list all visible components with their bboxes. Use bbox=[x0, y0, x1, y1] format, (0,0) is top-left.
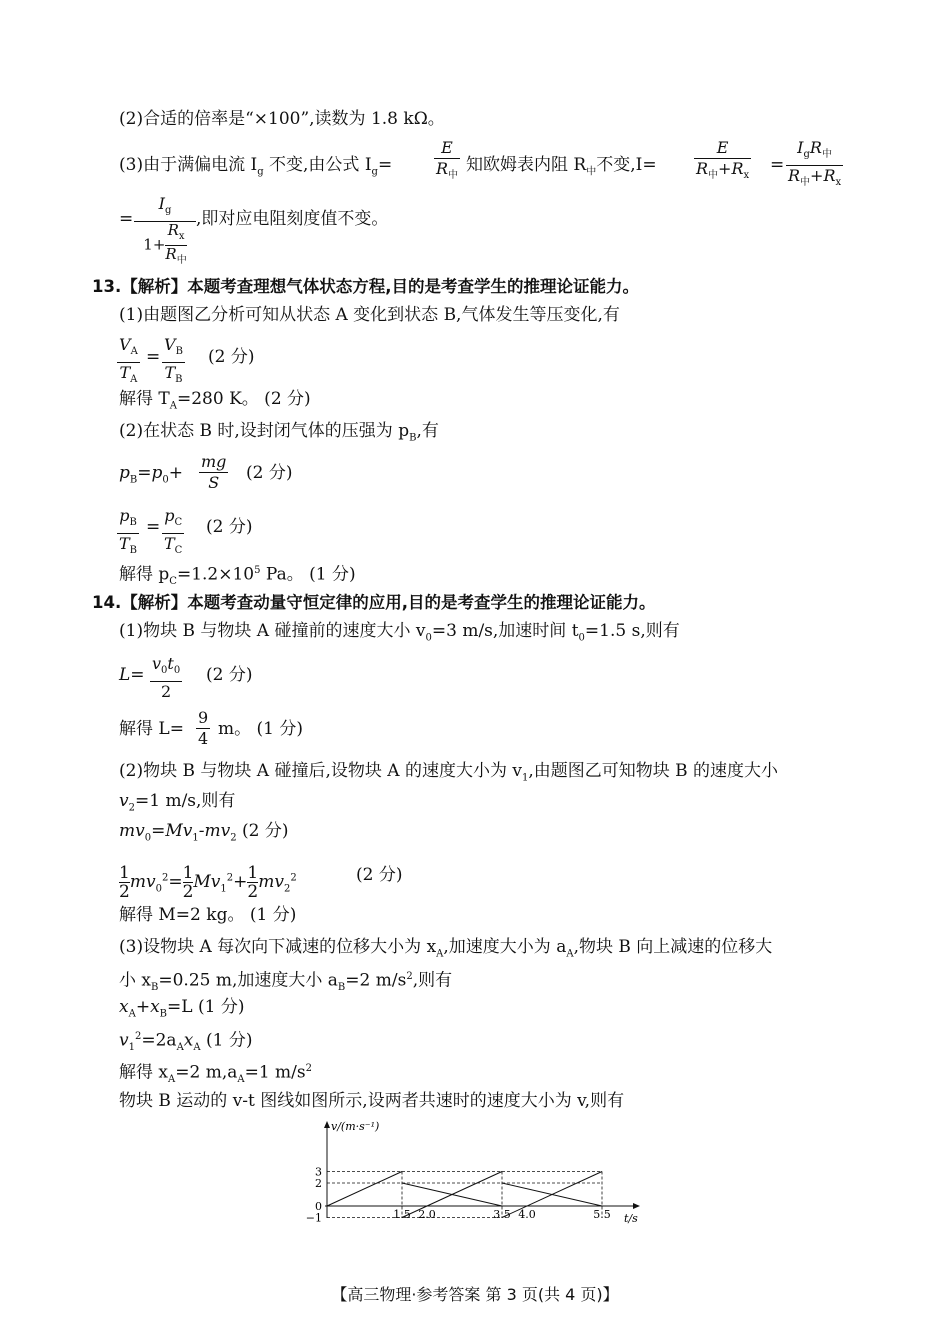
formula-I-fraction-2: $I_gR_中$ $R_中+R_x$ bbox=[788, 138, 842, 189]
q13-score3: (2 分) bbox=[206, 517, 253, 537]
x-axis-arrow bbox=[633, 1203, 640, 1209]
q13-score1: (2 分) bbox=[208, 347, 255, 367]
q14-line3: (2)物块 B 与物块 A 碰撞后,设物块 A 的速度大小为 $v_1$,由题图乙可知物块 B 的速度大小 bbox=[119, 761, 779, 784]
q13-header: 13.【解析】本题考查理想气体状态方程,目的是考查学生的推理论证能力。 bbox=[92, 277, 639, 296]
formula-VA-TA: $\frac{V_A}{T_A}$ bbox=[119, 335, 138, 386]
q14-header: 14.【解析】本题考查动量守恒定律的应用,目的是考查学生的推理论证能力。 bbox=[92, 593, 656, 612]
q13-score2: (2 分) bbox=[246, 463, 293, 483]
q14-line7: (3)设物块 A 每次向下减速的位移大小为 $x_A$,加速度大小为 $a_A$,物块 B 向上减速的位移大 bbox=[119, 937, 773, 960]
q14-line2-tail: m。 (1 分) bbox=[218, 719, 304, 739]
formula-I-simplified: $I_g$ 1+ $R_x$ $R_中$ bbox=[134, 194, 196, 269]
x-tick-label: 2.0 bbox=[418, 1208, 436, 1221]
y-tick-label: 3 bbox=[315, 1165, 322, 1179]
y-tick-label: −1 bbox=[305, 1211, 322, 1225]
formula-L: $\frac{v_0t_0}{2}$ bbox=[152, 654, 181, 702]
q13-line3: (2)在状态 B 时,设封闭气体的压强为 $p_B$,有 bbox=[119, 421, 439, 444]
q14-line12: 物块 B 运动的 v-t 图线如图所示,设两者共速时的速度大小为 v,则有 bbox=[119, 1091, 625, 1111]
formula-I-fraction-1: E $R_中+R_x$ bbox=[696, 138, 750, 182]
q12-part2: (2)合适的倍率是“×100”,读数为 1.8 kΩ。 bbox=[119, 109, 445, 129]
q14-line4: $v_2=1$ m/s,则有 bbox=[119, 791, 236, 814]
series-line-1 bbox=[327, 1172, 402, 1207]
q14-line6: 解得 M=2 kg。 (1 分) bbox=[119, 905, 297, 925]
q13-result: 解得 $p_C=1.2\times 10^5$ Pa。 (1 分) bbox=[119, 564, 356, 588]
y-tick-label: 2 bbox=[315, 1177, 322, 1190]
q14-score2: (2 分) bbox=[356, 865, 403, 885]
x-tick-label: 4.0 bbox=[518, 1208, 536, 1221]
q12-conclusion: ,即对应电阻刻度值不变。 bbox=[196, 209, 389, 229]
q14-line2: 解得 L= bbox=[119, 719, 184, 739]
page-footer: 【高三物理·参考答案 第 3 页(共 4 页)】 bbox=[331, 1285, 619, 1304]
x-tick-label: 3.5 bbox=[493, 1208, 511, 1221]
formula-pB: $p_B=p_0+$ bbox=[119, 463, 184, 486]
q14-line9: $x_A+x_B=L$ (1 分) bbox=[119, 997, 245, 1020]
series-line-5 bbox=[502, 1183, 602, 1206]
q13-line2: 解得 $T_A=280$ K。 (2 分) bbox=[119, 389, 311, 412]
x-tick-label: 1.5 bbox=[393, 1208, 411, 1221]
x-tick-label: 5.5 bbox=[593, 1208, 611, 1221]
x-axis-label: t/s bbox=[624, 1212, 638, 1225]
series-line-4 bbox=[402, 1183, 502, 1206]
q14-line1: (1)物块 B 与物块 A 碰撞前的速度大小 $v_0=3$ m/s,加速时间 $t_0=1.5$ s,则有 bbox=[119, 621, 680, 644]
q14-line10: $v_1^2=2a_Ax_A$ (1 分) bbox=[119, 1030, 253, 1054]
formula-VB-TB: $\frac{V_B}{T_B}$ bbox=[164, 335, 183, 386]
q12-part3-line-b: 知欧姆表内阻 $R_中$不变,I= bbox=[466, 155, 657, 178]
q12-part3-line: (3)由于满偏电流 $I_g$ 不变,由公式 $I_g=$ bbox=[119, 155, 393, 178]
q14-line8: 小 $x_B=0.25$ m,加速度大小 $a_B=2$ $m/s^2$,则有 bbox=[119, 970, 453, 994]
formula-pC-TC: $\frac{p_C}{T_C}$ bbox=[164, 506, 183, 557]
q14-score1: (2 分) bbox=[206, 665, 253, 685]
v-t-chart bbox=[300, 1118, 650, 1230]
y-tick-label: 0 bbox=[315, 1200, 322, 1213]
y-axis-label: v/(m·s⁻¹) bbox=[331, 1120, 380, 1133]
q13-line1: (1)由题图乙分析可知从状态 A 变化到状态 B,气体发生等压变化,有 bbox=[119, 305, 620, 325]
q14-energy-eq: $\frac{1}{2}$ $mv_0^2=$ $\frac{1}{2}$ $Mv_1^2+$ $\frac{1}{2}$ $mv_2^2$ bbox=[119, 863, 297, 902]
y-axis-arrow bbox=[324, 1121, 330, 1128]
formula-E-over-Rzhong: E $R_中$ bbox=[436, 138, 459, 182]
q14-line11: 解得 $x_A=2$ $m,a_A=1$ $m/s^2$ bbox=[119, 1062, 313, 1086]
formula-pB-TB: $\frac{p_B}{T_B}$ bbox=[119, 506, 138, 557]
q14-momentum-eq: $mv_0=Mv_1-mv_2$ (2 分) bbox=[119, 821, 289, 844]
